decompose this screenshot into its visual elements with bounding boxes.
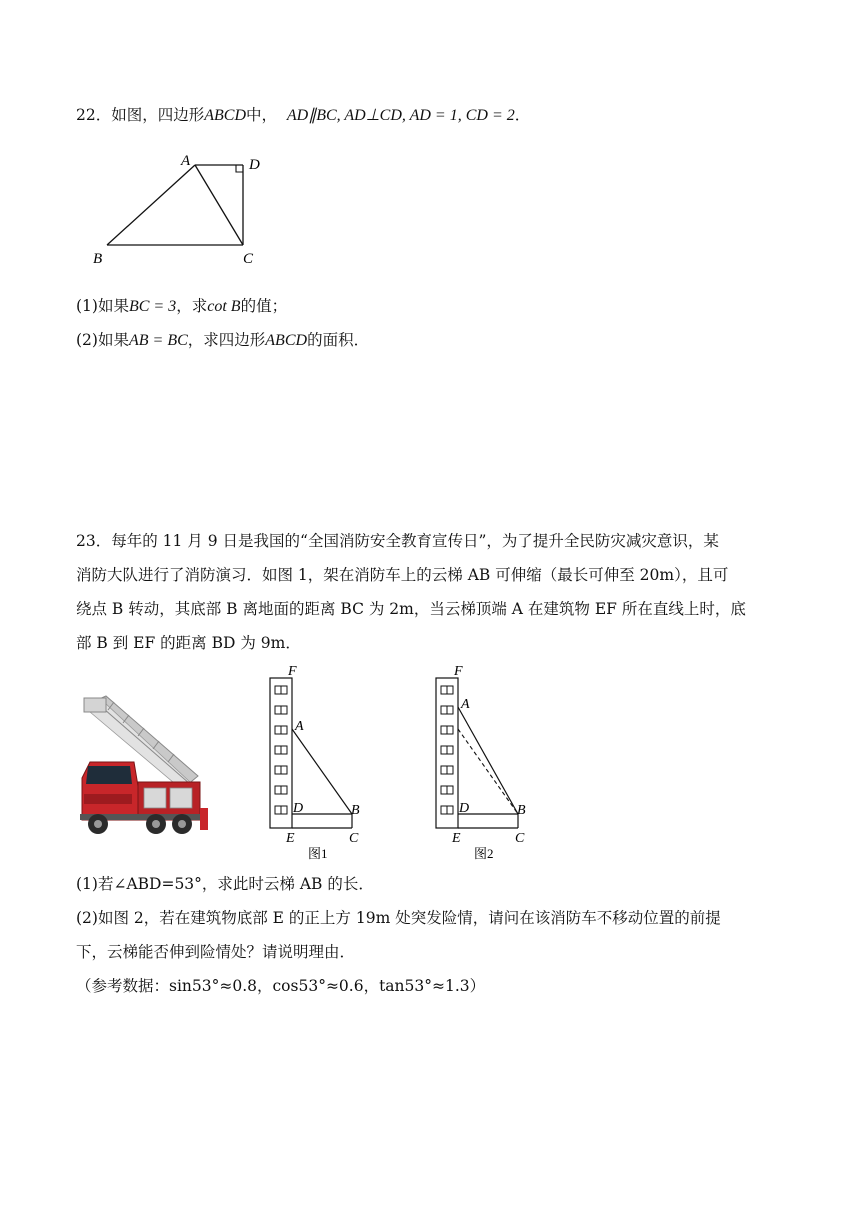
q22-label-b: B xyxy=(93,251,103,267)
q22-statement xyxy=(76,105,530,126)
q22-p2-b: ，求四边形 xyxy=(187,331,266,349)
q22-p1-c: 的值； xyxy=(240,297,288,315)
q23-part2-line-1: (2)如图 2，若在建筑物底部 E 的正上方 19m 处突发险情，请问在该消防车不移动位置的前提 xyxy=(76,909,721,927)
fig2-label-c: C xyxy=(515,831,525,846)
q23-part2-line-2: 下，云梯能否伸到险情处？请说明理由． xyxy=(76,943,356,961)
fig2-label-b: B xyxy=(517,803,526,818)
fig2-label-f: F xyxy=(454,664,463,679)
q23-line-3: 绕点 B 转动，其底部 B 离地面的距离 BC 为 2m，当云梯顶端 A 在建筑物 EF 所在直线上时，底 xyxy=(76,600,746,618)
fig2-label-a: A xyxy=(461,697,470,712)
q22-end: ． xyxy=(514,106,531,124)
q22-mid: 中， xyxy=(246,106,278,124)
building-windows xyxy=(441,686,453,814)
q22-intro: 如图，四边形 xyxy=(111,106,205,124)
fig1-label-e: E xyxy=(286,831,295,846)
fire-truck-image xyxy=(78,690,218,840)
fig2-label-e: E xyxy=(452,831,461,846)
q22-p1-b: ，求 xyxy=(176,297,208,315)
fig1-label-c: C xyxy=(349,831,359,846)
q23-figure-1 xyxy=(262,662,382,862)
fig1-label-b: B xyxy=(351,803,360,818)
q23-part1: (1)若∠ABD=53°，求此时云梯 AB 的长． xyxy=(76,875,374,893)
q22-number: 22． xyxy=(76,106,112,124)
q23-line-1: 23．每年的 11 月 9 日是我国的“全国消防安全教育宣传日”，为了提升全民防灾减灾意识，某 xyxy=(76,532,719,550)
q22-p2-a: (2)如果 xyxy=(76,331,129,349)
q22-p2-expr2: ABCD xyxy=(265,332,308,349)
fig1-label-a: A xyxy=(295,719,304,734)
building-windows xyxy=(275,686,287,814)
q22-p2-c: 的面积． xyxy=(307,331,370,349)
q22-part2 xyxy=(76,330,369,351)
q22-p1-expr2: cot B xyxy=(207,298,241,315)
fig2-label-d: D xyxy=(459,801,470,816)
q22-quad: ABCD xyxy=(204,107,247,124)
q22-conditions: AD∥BC, AD⊥CD, AD = 1, CD = 2 xyxy=(286,107,515,124)
q22-label-c: C xyxy=(243,251,254,267)
q22-p2-expr: AB = BC xyxy=(128,332,188,349)
q23-line-2: 消防大队进行了消防演习．如图 1，架在消防车上的云梯 AB 可伸缩（最长可伸至 20m），且可 xyxy=(76,566,729,584)
q22-p1-a: (1)如果 xyxy=(76,297,129,315)
q23-reference-data: （参考数据：sin53°≈0.8，cos53°≈0.6，tan53°≈1.3） xyxy=(76,977,486,995)
q23-figure-2 xyxy=(428,662,548,862)
fig2-caption: 图2 xyxy=(474,846,494,861)
fig1-caption: 图1 xyxy=(308,846,328,861)
q22-part1 xyxy=(76,296,287,317)
q22-label-d: D xyxy=(249,157,260,173)
q23-line-4: 部 B 到 EF 的距离 BD 为 9m． xyxy=(76,634,301,652)
q22-figure xyxy=(85,148,275,273)
fig1-label-d: D xyxy=(293,801,304,816)
fig1-label-f: F xyxy=(288,664,297,679)
q22-p1-expr: BC = 3 xyxy=(128,298,177,315)
q22-label-a: A xyxy=(181,153,191,169)
